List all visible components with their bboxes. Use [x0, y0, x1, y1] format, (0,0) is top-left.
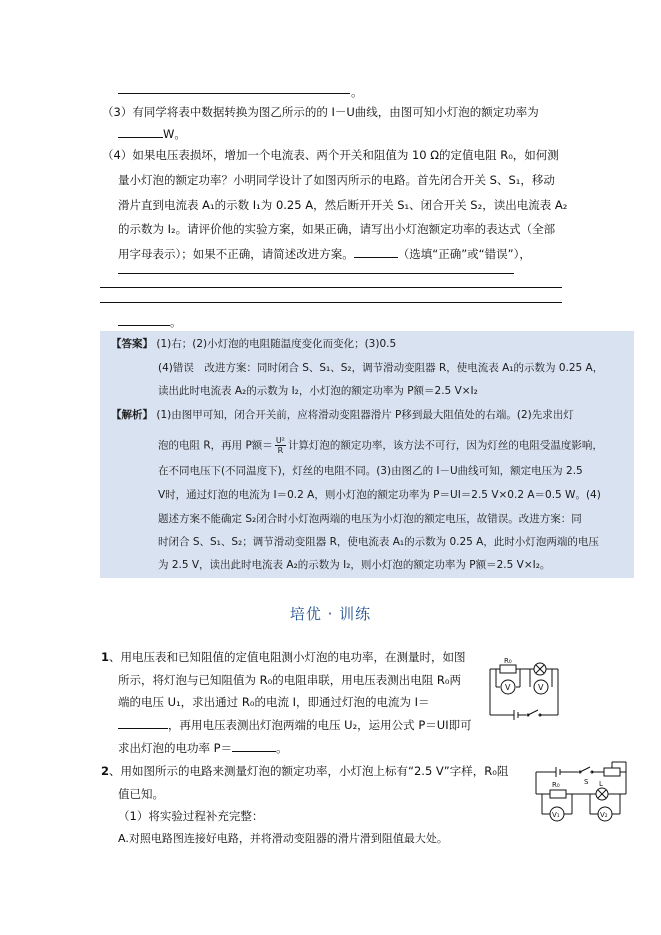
question-4-line-5-text: 用字母表示）；如果不正确，请简述改进方案。 [118, 247, 354, 261]
r0-label: R₀ [552, 781, 560, 789]
analysis-text: (1)由图甲可知，闭合开关前，应将滑动变阻器滑片 P移到最大阻值处的右端。(2)先求出灯 [156, 409, 574, 421]
analysis-tag: 【解析】 [111, 409, 153, 421]
answer-blank-line [118, 93, 350, 94]
blank [232, 739, 276, 752]
switch-icon [528, 710, 538, 715]
voltmeter-label: V [505, 683, 511, 692]
analysis-line-1 [111, 408, 574, 422]
lamp-label: L [599, 780, 603, 788]
answer-line-3: 读出此时电流表 A₂的示数为 I₂，小灯泡的额定功率为 P额＝2.5 V×I₂ [158, 385, 478, 397]
answer-text: (1)右；(2)小灯泡的电阻随温度变化而变化；(3)0.5 [156, 338, 397, 350]
problem-number: 2 [101, 764, 110, 778]
problem-text: 、用电压表和已知阻值的定值电阻测小灯泡的电功率，在测量时，如图 [109, 650, 466, 664]
resistor-icon [550, 790, 566, 798]
problem-text: 、用如图所示的电路来测量灯泡的额定功率，小灯泡上标有“2.5 V”字样，R₀阻 [109, 764, 509, 778]
question-4-line-5-tail: （选填“正确”或“错误”）， [397, 247, 531, 261]
problem-1-line-2: 所示，将灯泡与已知阻值为 R₀的电阻串联，用电压表测出电阻 R₀两 [118, 673, 462, 687]
switch-icon [580, 767, 590, 772]
question-4-line-3: 滑片直到电流表 A₁的示数 I₁为 0.25 A，然后断开开关 S₁、闭合开关 S₂，读出电流表 A₂ [118, 198, 568, 212]
circuit-diagram-2 [528, 760, 638, 826]
end-mark: 。 [351, 85, 363, 99]
problem-text: ，再用电压表测出灯泡两端的电压 U₂，运用公式 P＝UI即可 [168, 718, 472, 732]
voltmeter-label: V [538, 683, 544, 692]
switch-label: S [584, 778, 589, 786]
problem-2-line-4: A.对照电路图连接好电路，并将滑动变阻器的滑片滑到阻值最大处。 [118, 832, 448, 845]
blank [354, 245, 398, 258]
analysis-line-7: 为 2.5 V，读出此时电流表 A₂的示数为 I₂，则小灯泡的额定功率为 P额＝2.5 V×I₂。 [158, 559, 551, 571]
problem-1-line-3: 端的电压 U₁，求出通过 R₀的电流 I，即通过灯泡的电流为 I＝ [118, 695, 430, 709]
problem-text: 求出灯泡的电功率 P＝ [118, 741, 233, 755]
rheostat-icon [604, 768, 620, 776]
fraction-numerator: U² [275, 436, 285, 445]
r0-label: R₀ [504, 657, 512, 665]
end-mark: 。 [276, 741, 288, 755]
analysis-text-b: 计算灯泡的额定功率，该方法不可行，因为灯丝的电阻受温度影响， [287, 439, 603, 452]
end-mark: 。 [170, 315, 182, 329]
unit-text: W。 [163, 127, 186, 141]
question-4-line-5 [118, 245, 531, 262]
question-4-line-4: 的示数为 I₂。请评价他的实验方案，如果正确，请写出小灯泡额定功率的表达式（全部 [118, 222, 556, 236]
analysis-line-3: 在不同电压下(不同温度下)，灯丝的电阻不同。(3)由图乙的 I－U曲线可知，额定电压为 2.5 [158, 465, 583, 477]
v2-label: V₂ [600, 811, 608, 819]
question-3-answer-line [118, 125, 186, 142]
answer-tag: 【答案】 [111, 338, 153, 350]
question-4-line-1: （4）如果电压表损坏，增加一个电流表、两个开关和阻值为 10 Ω的定值电阻 R₀，如何测 [102, 148, 559, 162]
problem-1-line-4 [118, 716, 472, 733]
question-3-text: （3）有同学将表中数据转换为图乙所示的的 I－U曲线，由图可知小灯泡的额定功率为 [102, 105, 539, 119]
answer-line [100, 302, 562, 303]
problem-1-line-5 [118, 739, 288, 756]
analysis-line-6: 时闭合 S、S₁、S₂；调节滑动变阻器 R，使电流表 A₁的示数为 0.25 A，此时小灯泡两端的电压 [158, 536, 599, 548]
answer-line-end [118, 313, 182, 330]
problem-2-line-3: （1）将实验过程补充完整： [118, 809, 264, 823]
answer-line-1 [111, 337, 396, 351]
blank [118, 716, 168, 729]
question-4-line-2: 量小灯泡的额定功率？小明同学设计了如图丙所示的电路。首先闭合开关 S、S₁，移动 [118, 173, 555, 187]
resistor-icon [500, 665, 516, 673]
v1-label: V₁ [552, 811, 560, 819]
fraction [275, 436, 286, 455]
problem-number: 1 [101, 650, 110, 664]
problem-2-line-2: 值已知。 [118, 787, 164, 801]
circuit-diagram-1 [470, 655, 570, 723]
analysis-text-a: 泡的电阻 R，再用 P额＝ [158, 439, 273, 452]
problem-2-line-1 [101, 763, 508, 779]
analysis-line-4: V时，通过灯泡的电流为 I＝0.2 A，则小灯泡的额定功率为 P＝UI＝2.5 V×0.2 A＝0.5 W。(4) [158, 489, 601, 501]
blank [118, 313, 170, 326]
analysis-line-2 [158, 436, 603, 455]
answer-line [100, 287, 562, 288]
fraction-denominator: R [277, 446, 284, 455]
blank [118, 125, 163, 138]
answer-line-2: (4)错误 改进方案：同时闭合 S、S₁、S₂，调节滑动变阻器 R，使电流表 A₁的示数为 0.25 A， [158, 362, 604, 374]
answer-line [118, 273, 514, 274]
section-title: 培优 · 训练 [289, 605, 372, 623]
analysis-line-5: 题述方案不能确定 S₂闭合时小灯泡两端的电压为小灯泡的额定电压，故错误。改进方案：同 [158, 513, 582, 525]
problem-1-line-1 [101, 649, 466, 665]
